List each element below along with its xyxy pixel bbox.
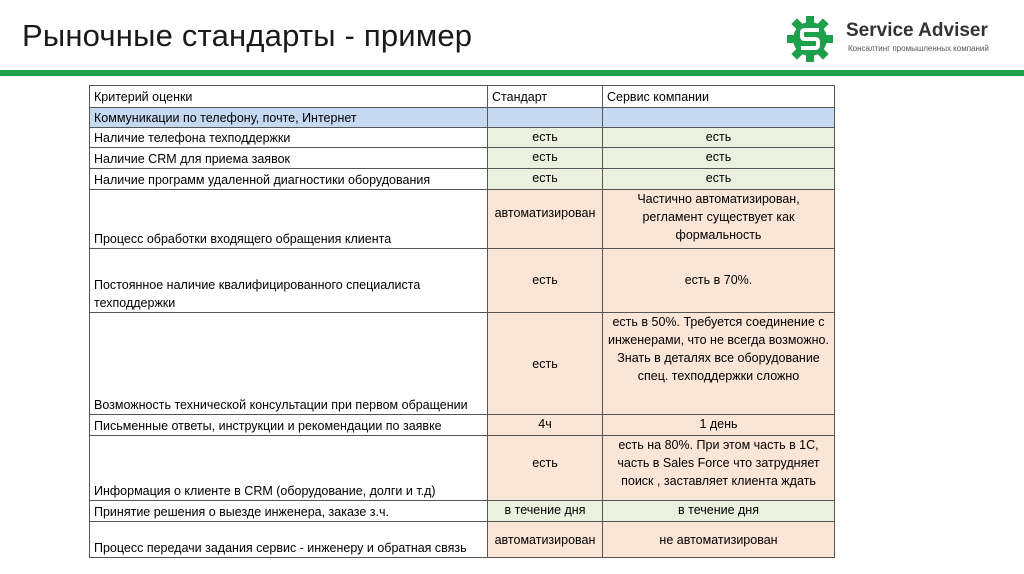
table-row <box>90 501 835 522</box>
company-cell: есть <box>603 148 835 169</box>
company-cell: есть <box>603 169 835 190</box>
criterion-cell: Наличие CRM для приема заявок <box>90 148 488 169</box>
section-row <box>90 108 835 128</box>
header-divider <box>0 70 1024 76</box>
company-logo <box>784 14 1024 64</box>
table-row <box>90 148 835 169</box>
standard-cell: есть <box>488 148 603 169</box>
table-row <box>90 190 835 249</box>
criterion-cell: Наличие программ удаленной диагностики оборудования <box>90 169 488 190</box>
criterion-cell: Постоянное наличие квалифицированного специалиста техподдержки <box>90 249 488 313</box>
table-row <box>90 128 835 148</box>
standard-cell: в течение дня <box>488 501 603 522</box>
criterion-cell: Принятие решения о выезде инженера, заказе з.ч. <box>90 501 488 522</box>
company-cell: есть <box>603 128 835 148</box>
table-header-row <box>90 86 835 108</box>
logo-name: Service Adviser <box>846 20 988 41</box>
standard-cell: есть <box>488 313 603 415</box>
table-row <box>90 249 835 313</box>
gear-s-icon <box>784 14 838 64</box>
company-cell: в течение дня <box>603 501 835 522</box>
company-cell: есть на 80%. При этом часть в 1С, часть в Sales Force что затрудняет поиск , заставляет клиента ждать <box>603 436 835 501</box>
standard-cell: автоматизирован <box>488 190 603 249</box>
standard-cell: 4ч <box>488 415 603 436</box>
standard-cell: есть <box>488 128 603 148</box>
table-row <box>90 415 835 436</box>
criterion-cell: Информация о клиенте в CRM (оборудование, долги и т.д) <box>90 436 488 501</box>
company-cell: Частично автоматизирован, регламент существует как формальность <box>603 190 835 249</box>
section-cell <box>488 108 603 128</box>
company-cell: не автоматизирован <box>603 522 835 558</box>
company-cell: 1 день <box>603 415 835 436</box>
standard-cell: автоматизирован <box>488 522 603 558</box>
table-row <box>90 522 835 558</box>
criterion-cell: Процесс обработки входящего обращения клиента <box>90 190 488 249</box>
standard-cell: есть <box>488 249 603 313</box>
section-cell <box>603 108 835 128</box>
criterion-cell: Письменные ответы, инструкции и рекомендации по заявке <box>90 415 488 436</box>
section-label: Коммуникации по телефону, почте, Интернет <box>90 108 488 128</box>
table-row <box>90 169 835 190</box>
company-cell: есть в 50%. Требуется соединение с инженерами, что не всегда возможно. Знать в деталях все оборудование спец. техподдержки сложно <box>603 313 835 415</box>
header-criterion: Критерий оценки <box>90 86 488 108</box>
header-standard: Стандарт <box>488 86 603 108</box>
criterion-cell: Возможность технической консультации при первом обращении <box>90 313 488 415</box>
company-cell: есть в 70%. <box>603 249 835 313</box>
criterion-cell: Наличие телефона техподдержки <box>90 128 488 148</box>
logo-tagline: Консалтинг промышленных компаний <box>848 44 989 53</box>
slide-title: Рыночные стандарты - пример <box>22 18 473 53</box>
criterion-cell: Процесс передачи задания сервис - инженеру и обратная связь <box>90 522 488 558</box>
header-company: Сервис компании <box>603 86 835 108</box>
table-row <box>90 436 835 501</box>
standard-cell: есть <box>488 169 603 190</box>
standards-table <box>89 85 835 558</box>
table-row <box>90 313 835 415</box>
standard-cell: есть <box>488 436 603 501</box>
